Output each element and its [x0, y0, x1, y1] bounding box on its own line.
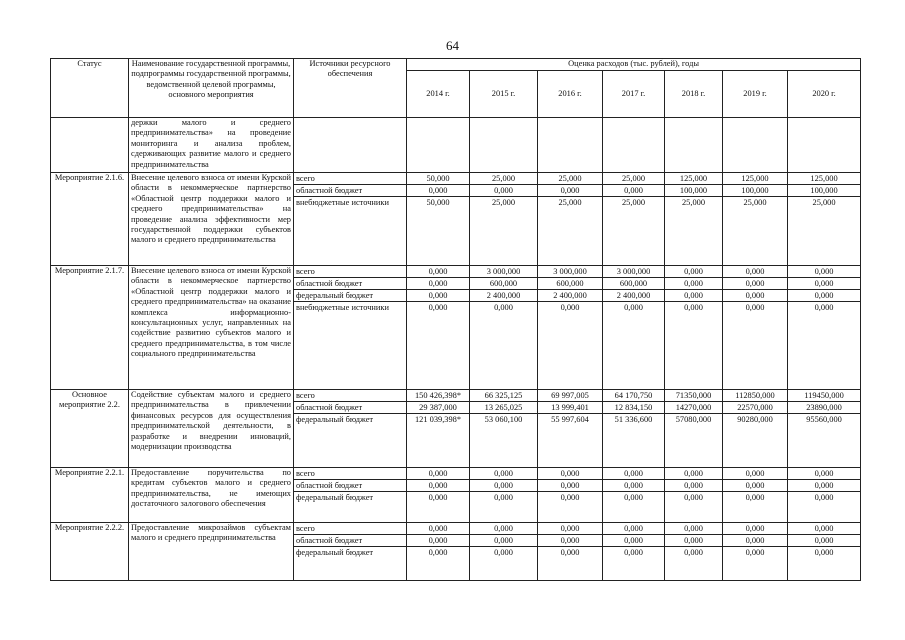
value: 0,000 [723, 480, 787, 492]
value-cell [470, 118, 538, 173]
value: 125,000 [665, 173, 722, 185]
value: 150 426,398* [407, 390, 469, 402]
value: 3 000,000 [470, 266, 537, 278]
header-name: Наименование государственной программы, подпрограммы государственной программы, ведомственной целевой программы, основного мероприятия [129, 59, 294, 118]
value: 3 000,000 [603, 266, 664, 278]
value: 0,000 [538, 535, 602, 547]
value-cell [665, 118, 723, 173]
value: 57080,000 [675, 415, 712, 424]
value: 125,000 [788, 173, 860, 185]
status-cell [51, 118, 129, 173]
value: 0,000 [470, 523, 537, 535]
value: 119450,000 [788, 390, 860, 402]
header-year: 2015 г. [470, 71, 538, 118]
value: 0,000 [407, 480, 469, 492]
value: 22570,000 [723, 402, 787, 414]
name-cell: Содействие субъектам малого и среднего предпринимательства в привлечении финансовых ресурсов для осуществления предпринимательской деятельности, в разработке и внедрении инноваций, модернизации производства [129, 390, 294, 468]
value: 0,000 [665, 480, 722, 492]
value: 29 387,000 [407, 402, 469, 414]
value: 25,000 [470, 173, 537, 185]
value: 600,000 [538, 278, 602, 290]
value: 25,000 [681, 198, 706, 207]
value: 12 834,150 [603, 402, 664, 414]
value-cell [788, 266, 861, 390]
value: 112850,000 [723, 390, 787, 402]
value-cell [665, 390, 723, 468]
header-year: 2019 г. [723, 71, 788, 118]
source-cell [294, 173, 407, 266]
value: 2 400,000 [470, 290, 537, 302]
value: 0,000 [407, 185, 469, 197]
value: 2 400,000 [603, 290, 664, 302]
value-cell [407, 523, 470, 581]
value-cell [603, 390, 665, 468]
header-year: 2017 г. [603, 71, 665, 118]
value: 0,000 [538, 185, 602, 197]
value: 0,000 [470, 480, 537, 492]
value-cell [470, 468, 538, 523]
value: 25,000 [743, 198, 767, 207]
value: 25,000 [603, 173, 664, 185]
value: 23890,000 [788, 402, 860, 414]
value: 25,000 [538, 173, 602, 185]
table-row [51, 468, 861, 523]
value: 0,000 [428, 493, 448, 502]
value: 25,000 [812, 198, 836, 207]
source-label: областной бюджет [294, 185, 406, 197]
source-label: областной бюджет [294, 278, 406, 290]
value: 125,000 [723, 173, 787, 185]
value: 0,000 [560, 548, 580, 557]
value-cell [407, 468, 470, 523]
value: 0,000 [684, 548, 703, 557]
value: 0,000 [745, 493, 765, 502]
value-cell [788, 118, 861, 173]
table-row [51, 266, 861, 390]
value: 0,000 [624, 303, 643, 312]
status-cell: Основное мероприятие 2.2. [51, 390, 129, 468]
status-cell: Мероприятие 2.2.1. [51, 468, 129, 523]
value: 0,000 [624, 548, 643, 557]
source-label: внебюджетные источники [296, 303, 389, 312]
name-cell: держки малого и среднего предпринимательства» на проведение мониторинга и анализа проблем, сдерживающих развитие малого и среднего предпринимательства [129, 118, 294, 173]
value: 600,000 [603, 278, 664, 290]
value: 0,000 [723, 278, 787, 290]
value: 0,000 [665, 535, 722, 547]
value: 0,000 [723, 468, 787, 480]
value-cell [723, 468, 788, 523]
header-year: 2020 г. [788, 71, 861, 118]
value: 0,000 [665, 266, 722, 278]
value: 25,000 [621, 198, 646, 207]
status-cell: Мероприятие 2.1.6. [51, 173, 129, 266]
value: 0,000 [814, 548, 834, 557]
value-cell [723, 173, 788, 266]
header-status: Статус [51, 59, 129, 118]
value: 0,000 [407, 523, 469, 535]
value-cell [538, 523, 603, 581]
value: 0,000 [788, 523, 860, 535]
value: 0,000 [407, 535, 469, 547]
value: 0,000 [814, 303, 834, 312]
value: 51 336,600 [614, 415, 653, 424]
value: 0,000 [665, 523, 722, 535]
value: 0,000 [723, 266, 787, 278]
value: 0,000 [665, 290, 722, 302]
value: 13 265,025 [470, 402, 537, 414]
name-cell: Предоставление поручительства по кредитам субъектов малого и среднего предпринимательства, не имеющих достаточного залогового обеспечения [129, 468, 294, 523]
header-year: 2014 г. [407, 71, 470, 118]
value: 0,000 [723, 535, 787, 547]
header-estimate: Оценка расходов (тыс. рублей), годы [407, 59, 861, 71]
source-label: областной бюджет [294, 535, 406, 547]
value: 0,000 [470, 185, 537, 197]
status-cell: Мероприятие 2.2.2. [51, 523, 129, 581]
value: 0,000 [470, 535, 537, 547]
value: 121 039,398* [414, 415, 462, 424]
value: 0,000 [788, 480, 860, 492]
value: 0,000 [814, 493, 834, 502]
table-row [51, 523, 861, 581]
source-label: всего [294, 173, 406, 185]
value: 0,000 [684, 303, 703, 312]
value-cell [603, 173, 665, 266]
source-cell [294, 523, 407, 581]
value: 0,000 [428, 548, 448, 557]
value-cell [603, 468, 665, 523]
value-cell [665, 266, 723, 390]
value: 50,000 [407, 173, 469, 185]
value: 0,000 [538, 523, 602, 535]
value: 90280,000 [737, 415, 773, 424]
value: 13 999,401 [538, 402, 602, 414]
value-cell [665, 173, 723, 266]
value: 0,000 [684, 493, 703, 502]
value: 0,000 [407, 278, 469, 290]
value-cell [788, 523, 861, 581]
name-cell: Предоставление микрозаймов субъектам малого и среднего предпринимательства [129, 523, 294, 581]
value: 0,000 [603, 185, 664, 197]
source-label: всего [294, 523, 406, 535]
value-cell [788, 173, 861, 266]
value: 0,000 [470, 468, 537, 480]
source-cell [294, 390, 407, 468]
value: 53 060,100 [484, 415, 523, 424]
value: 2 400,000 [538, 290, 602, 302]
source-label: федеральный бюджет [296, 548, 374, 557]
value: 0,000 [603, 523, 664, 535]
value: 0,000 [665, 468, 722, 480]
source-label: областной бюджет [294, 402, 406, 414]
value-cell [538, 266, 603, 390]
source-label: федеральный бюджет [294, 290, 406, 302]
value: 50,000 [426, 198, 450, 207]
value: 0,000 [788, 278, 860, 290]
source-label: всего [294, 390, 406, 402]
value: 0,000 [603, 480, 664, 492]
value: 25,000 [491, 198, 516, 207]
value-cell [788, 390, 861, 468]
name-cell: Внесение целевого взноса от имени Курской области в некоммерческое партнерство «Областной центр поддержки малого и среднего предпринимательства» на проведение анализа эффективности мер государственной поддержки субъектов малого и среднего предпринимательства [129, 173, 294, 266]
value: 100,000 [665, 185, 722, 197]
source-label: областной бюджет [294, 480, 406, 492]
value-cell [665, 523, 723, 581]
value-cell [538, 468, 603, 523]
value: 69 997,005 [538, 390, 602, 402]
value-cell [723, 118, 788, 173]
value: 95560,000 [806, 415, 842, 424]
value-cell [788, 468, 861, 523]
value-cell [723, 266, 788, 390]
value-cell [603, 266, 665, 390]
value: 0,000 [788, 468, 860, 480]
value: 0,000 [723, 290, 787, 302]
value: 600,000 [470, 278, 537, 290]
value: 0,000 [745, 548, 765, 557]
value: 0,000 [788, 290, 860, 302]
value: 0,000 [407, 290, 469, 302]
value: 0,000 [494, 303, 513, 312]
value-cell [470, 523, 538, 581]
value: 0,000 [494, 493, 513, 502]
value-cell [665, 468, 723, 523]
value-cell [603, 118, 665, 173]
value: 0,000 [624, 493, 643, 502]
value: 0,000 [407, 266, 469, 278]
value: 0,000 [560, 493, 580, 502]
status-cell: Мероприятие 2.1.7. [51, 266, 129, 390]
header-source: Источники ресурсного обеспечения [294, 59, 407, 118]
table-row [51, 118, 861, 173]
value: 0,000 [407, 468, 469, 480]
value-cell [538, 390, 603, 468]
value-cell [470, 266, 538, 390]
value-cell [538, 173, 603, 266]
value: 64 170,750 [603, 390, 664, 402]
value-cell [723, 390, 788, 468]
value: 0,000 [665, 278, 722, 290]
value: 100,000 [723, 185, 787, 197]
source-label: федеральный бюджет [296, 493, 374, 502]
value-cell [603, 523, 665, 581]
table-row [51, 173, 861, 266]
header-year: 2018 г. [665, 71, 723, 118]
value-cell [407, 173, 470, 266]
source-cell [294, 118, 407, 173]
value: 0,000 [788, 266, 860, 278]
value: 0,000 [603, 535, 664, 547]
name-cell: Внесение целевого взноса от имени Курской области в некоммерческое партнерство «Областной центр поддержки малого и среднего предпринимательства» на оказание комплекса информационно-консультационных услуг, направленных на содействие развитию субъектов малого и среднего предпринимательства, в том числе социального предпринимательства [129, 266, 294, 390]
header-year: 2016 г. [538, 71, 603, 118]
value: 0,000 [538, 480, 602, 492]
value: 0,000 [723, 523, 787, 535]
source-cell [294, 266, 407, 390]
value: 0,000 [538, 468, 602, 480]
value-cell [407, 118, 470, 173]
value: 0,000 [745, 303, 765, 312]
source-cell [294, 468, 407, 523]
value-cell [470, 390, 538, 468]
value-cell [407, 390, 470, 468]
value: 0,000 [560, 303, 580, 312]
value: 3 000,000 [538, 266, 602, 278]
value-cell [407, 266, 470, 390]
value: 25,000 [558, 198, 582, 207]
value: 0,000 [603, 468, 664, 480]
value: 71350,000 [665, 390, 722, 402]
value: 100,000 [788, 185, 860, 197]
value-cell [538, 118, 603, 173]
value: 14270,000 [665, 402, 722, 414]
source-label: всего [294, 266, 406, 278]
value: 0,000 [494, 548, 513, 557]
source-label: всего [294, 468, 406, 480]
value: 55 997,604 [551, 415, 589, 424]
table-row [51, 390, 861, 468]
value: 0,000 [788, 535, 860, 547]
value: 66 325,125 [470, 390, 537, 402]
value-cell [723, 523, 788, 581]
value-cell [470, 173, 538, 266]
page-number: 64 [446, 38, 459, 53]
source-label: федеральный бюджет [296, 415, 374, 424]
budget-table [50, 58, 861, 581]
value: 0,000 [428, 303, 448, 312]
source-label: внебюджетные источники [296, 198, 389, 207]
